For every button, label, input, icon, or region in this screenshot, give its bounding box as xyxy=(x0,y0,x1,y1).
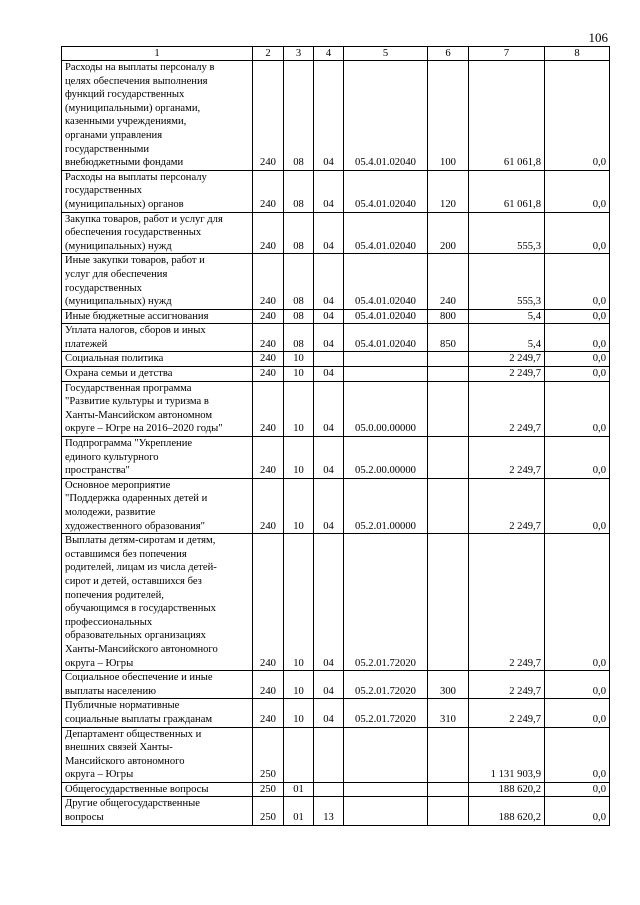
cell-c5: 05.2.01.72020 xyxy=(344,699,428,727)
cell-c2: 250 xyxy=(253,782,284,797)
table-row xyxy=(62,727,610,782)
cell-c4: 04 xyxy=(314,699,344,727)
cell-c5 xyxy=(344,367,428,382)
cell-c5: 05.4.01.02040 xyxy=(344,309,428,324)
cell-c5: 05.0.00.00000 xyxy=(344,381,428,436)
cell-c3: 08 xyxy=(284,212,314,254)
cell-c6 xyxy=(428,478,469,533)
table-row xyxy=(62,782,610,797)
row-description: Расходы на выплаты персоналу государственных (муниципальных) органов xyxy=(62,170,253,212)
table-row xyxy=(62,352,610,367)
cell-c7: 61 061,8 xyxy=(469,61,545,171)
cell-c3: 01 xyxy=(284,782,314,797)
table-row xyxy=(62,324,610,352)
cell-c7: 188 620,2 xyxy=(469,782,545,797)
row-description: Иные бюджетные ассигнования xyxy=(62,309,253,324)
cell-c2: 250 xyxy=(253,727,284,782)
cell-c7: 61 061,8 xyxy=(469,170,545,212)
table-row xyxy=(62,212,610,254)
cell-c3: 10 xyxy=(284,671,314,699)
row-description: Подпрограмма "Укрепление единого культурного пространства" xyxy=(62,437,253,479)
cell-c8: 0,0 xyxy=(545,534,610,671)
cell-c5 xyxy=(344,727,428,782)
cell-c7: 2 249,7 xyxy=(469,381,545,436)
row-description: Государственная программа "Развитие культуры и туризма в Ханты-Мансийском автономном округе – Югре на 2016–2020 годы" xyxy=(62,381,253,436)
cell-c6 xyxy=(428,352,469,367)
cell-c8: 0,0 xyxy=(545,367,610,382)
cell-c4: 04 xyxy=(314,309,344,324)
row-description: Другие общегосударственные вопросы xyxy=(62,797,253,825)
table-row xyxy=(62,367,610,382)
table-row xyxy=(62,170,610,212)
cell-c2: 240 xyxy=(253,352,284,367)
cell-c7: 1 131 903,9 xyxy=(469,727,545,782)
cell-c2: 240 xyxy=(253,534,284,671)
cell-c8: 0,0 xyxy=(545,212,610,254)
cell-c8: 0,0 xyxy=(545,309,610,324)
cell-c6: 300 xyxy=(428,671,469,699)
cell-c4: 04 xyxy=(314,212,344,254)
cell-c2: 240 xyxy=(253,254,284,309)
cell-c2: 240 xyxy=(253,324,284,352)
cell-c5: 05.4.01.02040 xyxy=(344,212,428,254)
cell-c5 xyxy=(344,797,428,825)
cell-c5: 05.2.01.72020 xyxy=(344,671,428,699)
cell-c3: 08 xyxy=(284,170,314,212)
cell-c4 xyxy=(314,352,344,367)
cell-c2: 240 xyxy=(253,212,284,254)
cell-c3 xyxy=(284,727,314,782)
cell-c2: 240 xyxy=(253,381,284,436)
table-row xyxy=(62,437,610,479)
column-header: 1 xyxy=(62,47,253,61)
cell-c3: 10 xyxy=(284,437,314,479)
cell-c7: 555,3 xyxy=(469,212,545,254)
cell-c6: 800 xyxy=(428,309,469,324)
row-description: Департамент общественных и внешних связей Ханты- Мансийского автономного округа – Югры xyxy=(62,727,253,782)
table-row xyxy=(62,699,610,727)
row-description: Социальное обеспечение и иные выплаты населению xyxy=(62,671,253,699)
cell-c2: 240 xyxy=(253,437,284,479)
cell-c3: 10 xyxy=(284,478,314,533)
cell-c4: 04 xyxy=(314,170,344,212)
table-row xyxy=(62,309,610,324)
cell-c3: 08 xyxy=(284,309,314,324)
cell-c4 xyxy=(314,727,344,782)
column-header: 7 xyxy=(469,47,545,61)
cell-c5: 05.2.00.00000 xyxy=(344,437,428,479)
cell-c3: 01 xyxy=(284,797,314,825)
cell-c6 xyxy=(428,381,469,436)
cell-c8: 0,0 xyxy=(545,699,610,727)
table-row xyxy=(62,797,610,825)
cell-c6: 200 xyxy=(428,212,469,254)
cell-c7: 2 249,7 xyxy=(469,534,545,671)
cell-c5 xyxy=(344,782,428,797)
cell-c3: 10 xyxy=(284,381,314,436)
cell-c5: 05.2.01.72020 xyxy=(344,534,428,671)
cell-c6: 850 xyxy=(428,324,469,352)
table-row xyxy=(62,534,610,671)
cell-c2: 240 xyxy=(253,367,284,382)
cell-c6: 310 xyxy=(428,699,469,727)
row-description: Социальная политика xyxy=(62,352,253,367)
cell-c8: 0,0 xyxy=(545,381,610,436)
cell-c2: 240 xyxy=(253,478,284,533)
cell-c5: 05.4.01.02040 xyxy=(344,254,428,309)
cell-c6: 100 xyxy=(428,61,469,171)
cell-c8: 0,0 xyxy=(545,797,610,825)
cell-c4: 04 xyxy=(314,254,344,309)
cell-c5: 05.4.01.02040 xyxy=(344,324,428,352)
cell-c3: 10 xyxy=(284,534,314,671)
table-row xyxy=(62,61,610,171)
cell-c3: 10 xyxy=(284,367,314,382)
cell-c5: 05.2.01.00000 xyxy=(344,478,428,533)
cell-c8: 0,0 xyxy=(545,170,610,212)
cell-c8: 0,0 xyxy=(545,671,610,699)
column-header: 6 xyxy=(428,47,469,61)
cell-c2: 240 xyxy=(253,170,284,212)
cell-c8: 0,0 xyxy=(545,478,610,533)
row-description: Иные закупки товаров, работ и услуг для обеспечения государственных (муниципальных) нужд xyxy=(62,254,253,309)
page-number: 106 xyxy=(588,30,608,45)
cell-c7: 5,4 xyxy=(469,324,545,352)
cell-c2: 240 xyxy=(253,309,284,324)
row-description: Расходы на выплаты персоналу в целях обеспечения выполнения функций государственных (муниципальными) органами, казенными учреждениями, органами управления государственными внебюджетными фондами xyxy=(62,61,253,171)
cell-c3: 10 xyxy=(284,352,314,367)
cell-c4: 04 xyxy=(314,324,344,352)
cell-c4: 04 xyxy=(314,381,344,436)
cell-c5: 05.4.01.02040 xyxy=(344,170,428,212)
cell-c7: 2 249,7 xyxy=(469,478,545,533)
cell-c4: 04 xyxy=(314,671,344,699)
cell-c4: 04 xyxy=(314,61,344,171)
cell-c8: 0,0 xyxy=(545,254,610,309)
row-description: Общегосударственные вопросы xyxy=(62,782,253,797)
row-description: Закупка товаров, работ и услуг для обеспечения государственных (муниципальных) нужд xyxy=(62,212,253,254)
column-header: 8 xyxy=(545,47,610,61)
table-row xyxy=(62,478,610,533)
cell-c7: 2 249,7 xyxy=(469,671,545,699)
cell-c4: 04 xyxy=(314,437,344,479)
row-description: Основное мероприятие "Поддержка одаренных детей и молодежи, развитие художественного образования" xyxy=(62,478,253,533)
cell-c3: 10 xyxy=(284,699,314,727)
row-description: Публичные нормативные социальные выплаты гражданам xyxy=(62,699,253,727)
cell-c5: 05.4.01.02040 xyxy=(344,61,428,171)
budget-table xyxy=(61,46,610,826)
cell-c3: 08 xyxy=(284,324,314,352)
cell-c6 xyxy=(428,782,469,797)
cell-c8: 0,0 xyxy=(545,782,610,797)
cell-c5 xyxy=(344,352,428,367)
table-row xyxy=(62,381,610,436)
cell-c7: 2 249,7 xyxy=(469,437,545,479)
table-header-row xyxy=(62,47,610,61)
cell-c4: 13 xyxy=(314,797,344,825)
cell-c8: 0,0 xyxy=(545,61,610,171)
cell-c7: 555,3 xyxy=(469,254,545,309)
cell-c7: 5,4 xyxy=(469,309,545,324)
cell-c8: 0,0 xyxy=(545,727,610,782)
cell-c6 xyxy=(428,437,469,479)
cell-c3: 08 xyxy=(284,254,314,309)
cell-c4: 04 xyxy=(314,367,344,382)
column-header: 2 xyxy=(253,47,284,61)
column-header: 5 xyxy=(344,47,428,61)
cell-c8: 0,0 xyxy=(545,324,610,352)
cell-c7: 188 620,2 xyxy=(469,797,545,825)
cell-c8: 0,0 xyxy=(545,437,610,479)
table-row xyxy=(62,254,610,309)
cell-c3: 08 xyxy=(284,61,314,171)
cell-c2: 240 xyxy=(253,61,284,171)
cell-c4 xyxy=(314,782,344,797)
cell-c4: 04 xyxy=(314,478,344,533)
row-description: Охрана семьи и детства xyxy=(62,367,253,382)
cell-c2: 240 xyxy=(253,671,284,699)
cell-c7: 2 249,7 xyxy=(469,352,545,367)
cell-c6 xyxy=(428,367,469,382)
table-row xyxy=(62,671,610,699)
cell-c6 xyxy=(428,797,469,825)
row-description: Выплаты детям-сиротам и детям, оставшимся без попечения родителей, лицам из числа детей- сирот и детей, оставшихся без попечения родителей, обучающимся в государственных профессиональных образовательных организациях Ханты-Мансийского автономного округа – Югры xyxy=(62,534,253,671)
cell-c7: 2 249,7 xyxy=(469,699,545,727)
cell-c2: 250 xyxy=(253,797,284,825)
cell-c6: 120 xyxy=(428,170,469,212)
cell-c6 xyxy=(428,727,469,782)
cell-c6: 240 xyxy=(428,254,469,309)
column-header: 4 xyxy=(314,47,344,61)
cell-c2: 240 xyxy=(253,699,284,727)
cell-c8: 0,0 xyxy=(545,352,610,367)
cell-c6 xyxy=(428,534,469,671)
row-description: Уплата налогов, сборов и иных платежей xyxy=(62,324,253,352)
column-header: 3 xyxy=(284,47,314,61)
cell-c7: 2 249,7 xyxy=(469,367,545,382)
cell-c4: 04 xyxy=(314,534,344,671)
